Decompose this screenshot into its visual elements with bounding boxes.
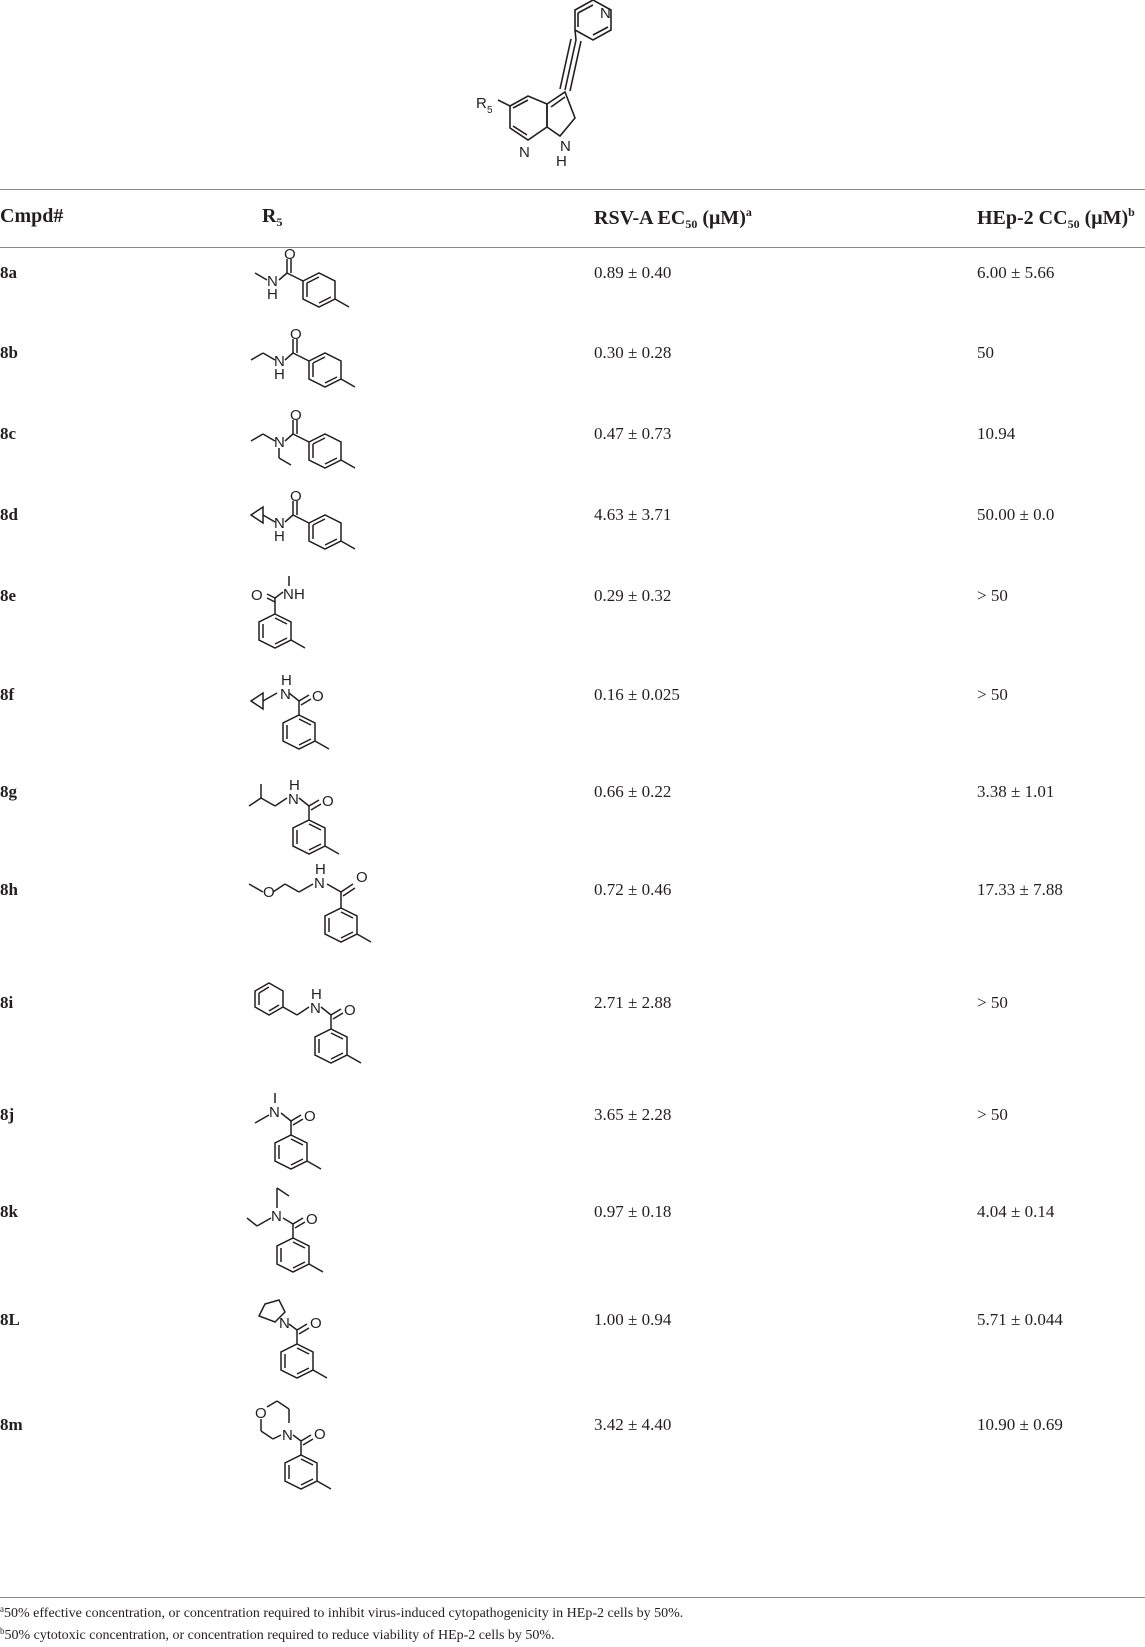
cc50-value: 6.00 ± 5.66 — [977, 263, 1055, 282]
atom-h: H — [315, 861, 326, 878]
n-ethyl-para-benzamide-structure — [255, 326, 365, 409]
header-cc50-sup: b — [1128, 205, 1135, 219]
atom-h: H — [267, 286, 278, 303]
atom-o: O — [290, 407, 302, 424]
r5-label: R — [476, 95, 487, 112]
header-r5 — [262, 205, 282, 230]
azaindole-n-label: N — [519, 144, 530, 161]
atom-n: N — [288, 791, 299, 808]
atom-h: H — [294, 586, 305, 603]
atom-n: N — [314, 875, 325, 892]
n-n-dimethyl-meta-benzamide-structure — [255, 1091, 365, 1186]
atom-o: O — [284, 246, 296, 263]
cmpd-id: 8d — [0, 505, 18, 524]
atom-n: N — [274, 515, 285, 532]
nh-h-label: H — [556, 153, 567, 170]
morpholinyl-meta-benzoyl-structure — [255, 1401, 365, 1506]
atom-h: H — [311, 986, 322, 1003]
ec50-value: 3.65 ± 2.28 — [594, 1105, 672, 1124]
cc50-value: 50 — [977, 343, 994, 362]
cc50-value: > 50 — [977, 685, 1008, 704]
n-methyl-meta-benzamide-structure — [251, 572, 365, 667]
header-cmpd: Cmpd# — [0, 205, 64, 227]
atom-h: H — [281, 672, 292, 689]
cc50-value: > 50 — [977, 993, 1008, 1012]
header-ec50-unit: (μM) — [697, 207, 746, 229]
n-cyclopropyl-meta-benzamide-structure — [255, 671, 365, 766]
atom-o: O — [322, 793, 334, 810]
cmpd-id: 8m — [0, 1415, 23, 1434]
table-bottom-rule — [0, 1597, 1145, 1598]
pyrrolidinyl-meta-benzoyl-structure — [255, 1296, 365, 1391]
core-scaffold-structure — [476, 0, 640, 178]
atom-o: O — [356, 869, 368, 886]
header-ec50-sup: a — [745, 205, 752, 219]
cmpd-id: 8e — [0, 586, 17, 605]
cmpd-id: 8g — [0, 782, 17, 801]
cc50-value: 3.38 ± 1.01 — [977, 782, 1055, 801]
header-ec50-sub: 50 — [685, 217, 698, 231]
atom-o: O — [255, 1405, 267, 1422]
atom-n: N — [280, 686, 291, 703]
atom-n: N — [282, 1427, 293, 1444]
cmpd-id: 8f — [0, 685, 15, 704]
cmpd-id: 8a — [0, 263, 17, 282]
table-top-rule — [0, 189, 1145, 190]
cc50-value: 10.94 — [977, 424, 1016, 443]
ec50-value: 0.89 ± 0.40 — [594, 263, 672, 282]
cmpd-id: 8c — [0, 424, 17, 443]
cmpd-id: 8L — [0, 1310, 20, 1329]
ec50-value: 0.72 ± 0.46 — [594, 880, 672, 899]
atom-n: N — [279, 1315, 290, 1332]
ec50-value: 0.30 ± 0.28 — [594, 343, 672, 362]
ec50-value: 0.66 ± 0.22 — [594, 782, 672, 801]
footnote-b-mark: b — [0, 1626, 5, 1636]
atom-o: O — [251, 587, 263, 604]
ec50-value: 0.29 ± 0.32 — [594, 586, 672, 605]
cc50-value: > 50 — [977, 586, 1008, 605]
cc50-value: 10.90 ± 0.69 — [977, 1415, 1063, 1434]
atom-o: O — [314, 1426, 326, 1443]
cc50-value: 50.00 ± 0.0 — [977, 505, 1055, 524]
footnote-a — [0, 1604, 683, 1622]
ec50-value: 0.47 ± 0.73 — [594, 424, 672, 443]
cmpd-id: 8b — [0, 343, 18, 362]
header-cc50-sub: 50 — [1067, 217, 1080, 231]
ec50-value: 2.71 ± 2.88 — [594, 993, 672, 1012]
atom-n: N — [271, 1208, 282, 1225]
n-benzyl-meta-benzamide-structure — [255, 979, 385, 1084]
n-methyl-para-benzamide-structure — [255, 246, 365, 329]
table-header-rule — [0, 247, 1145, 248]
nh-n-label: N — [560, 138, 571, 155]
ec50-value: 0.16 ± 0.025 — [594, 685, 680, 704]
cmpd-id: 8j — [0, 1105, 15, 1124]
footnote-a-text: 50% effective concentration, or concentration required to inhibit virus-induced cytopathogenicity in HEp-2 cells by 50%. — [4, 1606, 684, 1621]
n-methoxyethyl-meta-benzamide-structure — [255, 861, 395, 971]
header-cc50 — [977, 205, 1135, 232]
n-isobutyl-meta-benzamide-structure — [255, 768, 365, 863]
header-r5-main: R — [262, 205, 277, 227]
pyrrolopyridine-scaffold-drawing — [476, 0, 640, 178]
n-n-diethyl-meta-benzamide-structure — [255, 1188, 365, 1288]
atom-n: N — [274, 353, 285, 370]
atom-h: H — [289, 777, 300, 794]
header-r5-sub: 5 — [276, 215, 283, 229]
cc50-value: 17.33 ± 7.88 — [977, 880, 1063, 899]
atom-h: H — [274, 528, 285, 545]
atom-n: N — [310, 1000, 321, 1017]
atom-o: O — [304, 1108, 316, 1125]
atom-o: O — [344, 1002, 356, 1019]
atom-o: O — [290, 488, 302, 505]
cmpd-id: 8k — [0, 1202, 18, 1221]
atom-o: O — [306, 1211, 318, 1228]
cmpd-id: 8h — [0, 880, 18, 899]
header-cc50-unit: (μM) — [1079, 207, 1129, 229]
atom-n: N — [274, 434, 285, 451]
n-cyclopropyl-para-benzamide-structure — [255, 488, 365, 571]
r5-sub-label: 5 — [487, 105, 493, 116]
ec50-value: 0.97 ± 0.18 — [594, 1202, 672, 1221]
ec50-value: 1.00 ± 0.94 — [594, 1310, 672, 1329]
atom-n: N — [269, 1104, 280, 1121]
footnote-b-text: 50% cytotoxic concentration, or concentration required to reduce viability of HEp-2 cells by 50%. — [4, 1628, 555, 1643]
pyridine-n-label: N — [600, 5, 611, 22]
footnote-a-mark: a — [0, 1604, 4, 1614]
cc50-value: 4.04 ± 0.14 — [977, 1202, 1055, 1221]
header-ec50-main: RSV-A EC — [594, 207, 686, 229]
ec50-value: 3.42 ± 4.40 — [594, 1415, 672, 1434]
atom-o: O — [312, 688, 324, 705]
atom-n: N — [283, 586, 294, 603]
atom-o: O — [263, 884, 275, 901]
footnote-b — [0, 1626, 555, 1644]
header-ec50 — [594, 205, 752, 232]
atom-n: N — [267, 273, 278, 290]
atom-h: H — [274, 366, 285, 383]
cc50-value: > 50 — [977, 1105, 1008, 1124]
header-cc50-main: HEp-2 CC — [977, 207, 1068, 229]
atom-o: O — [310, 1315, 322, 1332]
cc50-value: 5.71 ± 0.044 — [977, 1310, 1063, 1329]
ec50-value: 4.63 ± 3.71 — [594, 505, 672, 524]
atom-o: O — [290, 326, 302, 343]
n-n-diethyl-para-benzamide-structure — [255, 407, 365, 490]
cmpd-id: 8i — [0, 993, 14, 1012]
